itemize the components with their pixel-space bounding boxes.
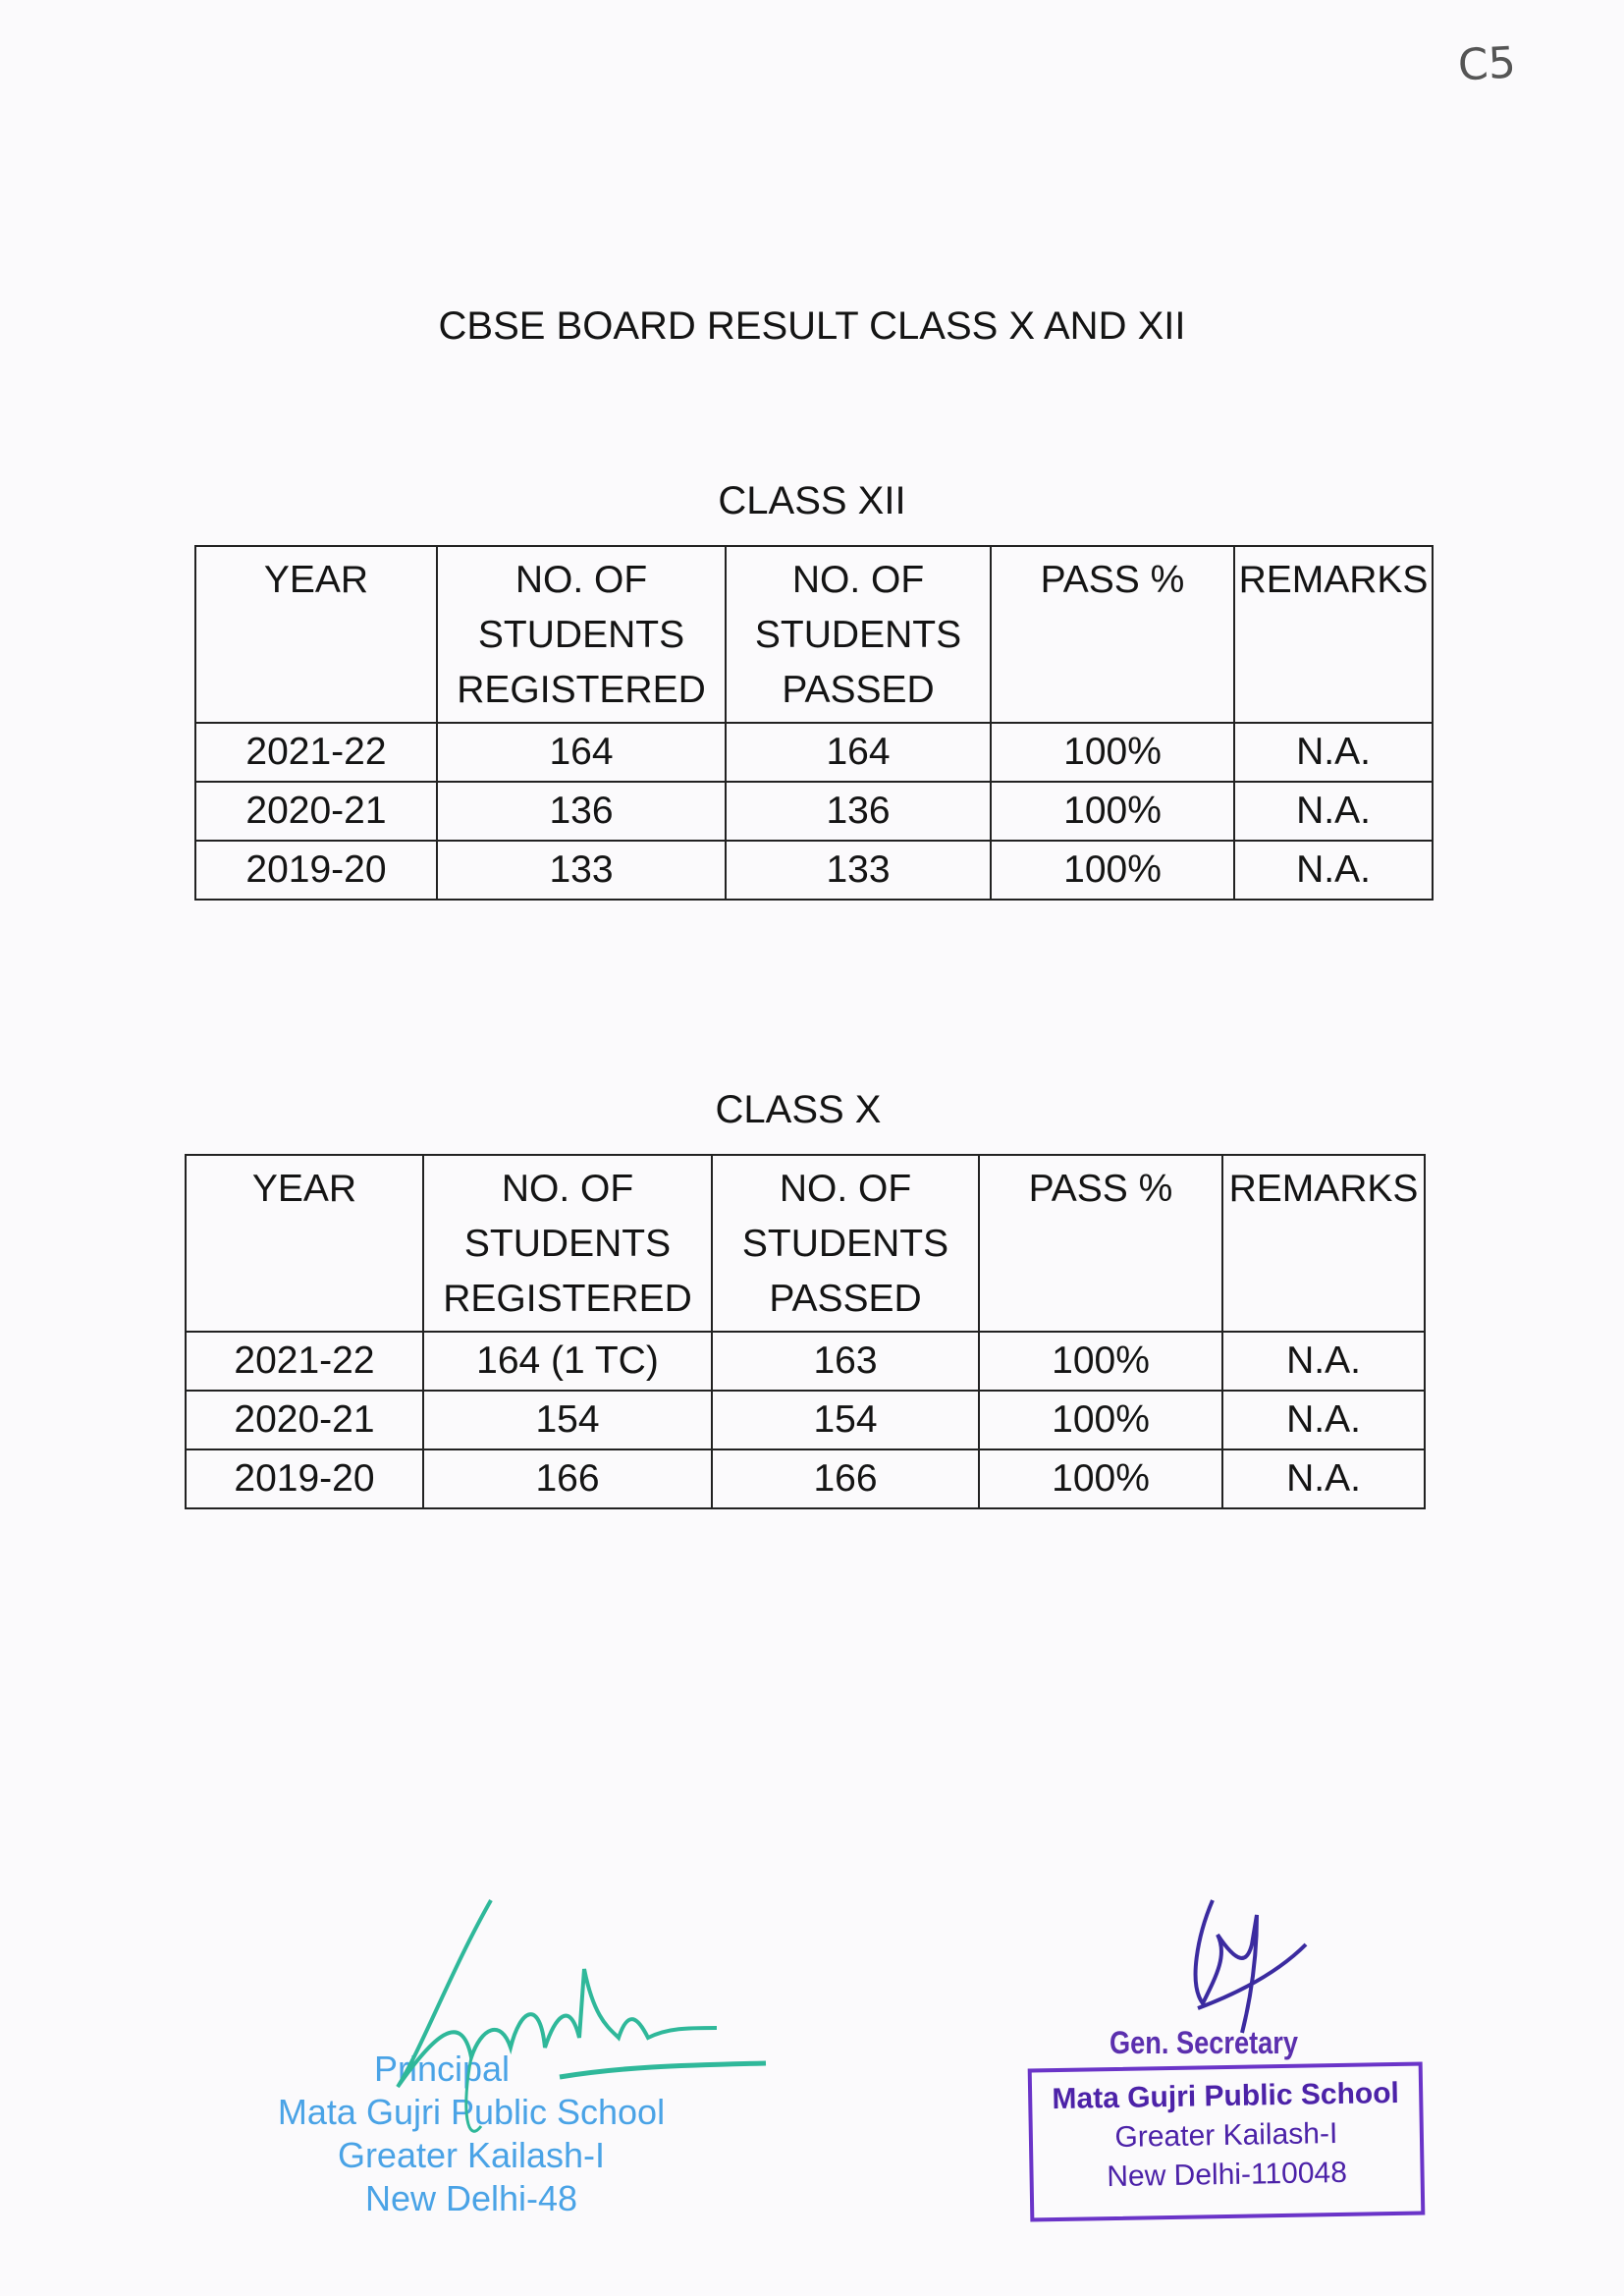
table-header: [186, 1155, 1425, 1332]
col-passed: NO. OF STUDENTS PASSED: [712, 1155, 979, 1332]
col-year: YEAR: [186, 1155, 423, 1332]
col-pass-pct: PASS %: [991, 546, 1234, 723]
table-row: 2020-21 154 154 100% N.A.: [186, 1391, 1425, 1449]
col-passed: NO. OF STUDENTS PASSED: [726, 546, 991, 723]
principal-stamp: Principal Mata Gujri Public School Greater Kailash-I New Delhi-48: [226, 2048, 717, 2220]
class-xii-table: [194, 545, 1434, 901]
secretary-signature: [1159, 1895, 1326, 2043]
secretary-title: Gen. Secretary: [1110, 2025, 1299, 2060]
principal-signature: [373, 1890, 785, 2146]
class-x-label: CLASS X: [715, 1088, 882, 1131]
page-title: CBSE BOARD RESULT CLASS X AND XII: [438, 304, 1186, 348]
table-row: 2020-21 136 136 100% N.A.: [195, 782, 1433, 841]
class-xii-label: CLASS XII: [718, 479, 906, 522]
principal-title: Principal: [373, 2049, 511, 2089]
col-registered: NO. OF STUDENTS REGISTERED: [437, 546, 726, 723]
col-year: YEAR: [195, 546, 437, 723]
col-registered: NO. OF STUDENTS REGISTERED: [423, 1155, 712, 1332]
table-header: [195, 546, 1433, 723]
col-remarks: REMARKS: [1234, 546, 1433, 723]
table-row: 2019-20 166 166 100% N.A.: [186, 1449, 1425, 1508]
table-row: 2019-20 133 133 100% N.A.: [195, 841, 1433, 900]
col-remarks: REMARKS: [1222, 1155, 1425, 1332]
table-row: 2021-22 164 164 100% N.A.: [195, 723, 1433, 782]
col-pass-pct: PASS %: [979, 1155, 1222, 1332]
table-row: 2021-22 164 (1 TC) 163 100% N.A.: [186, 1332, 1425, 1391]
page-mark: C5: [1456, 37, 1518, 91]
secretary-stamp: Mata Gujri Public School Greater Kailash-I New Delhi-110048: [1028, 2062, 1426, 2222]
class-x-table: [185, 1154, 1426, 1509]
